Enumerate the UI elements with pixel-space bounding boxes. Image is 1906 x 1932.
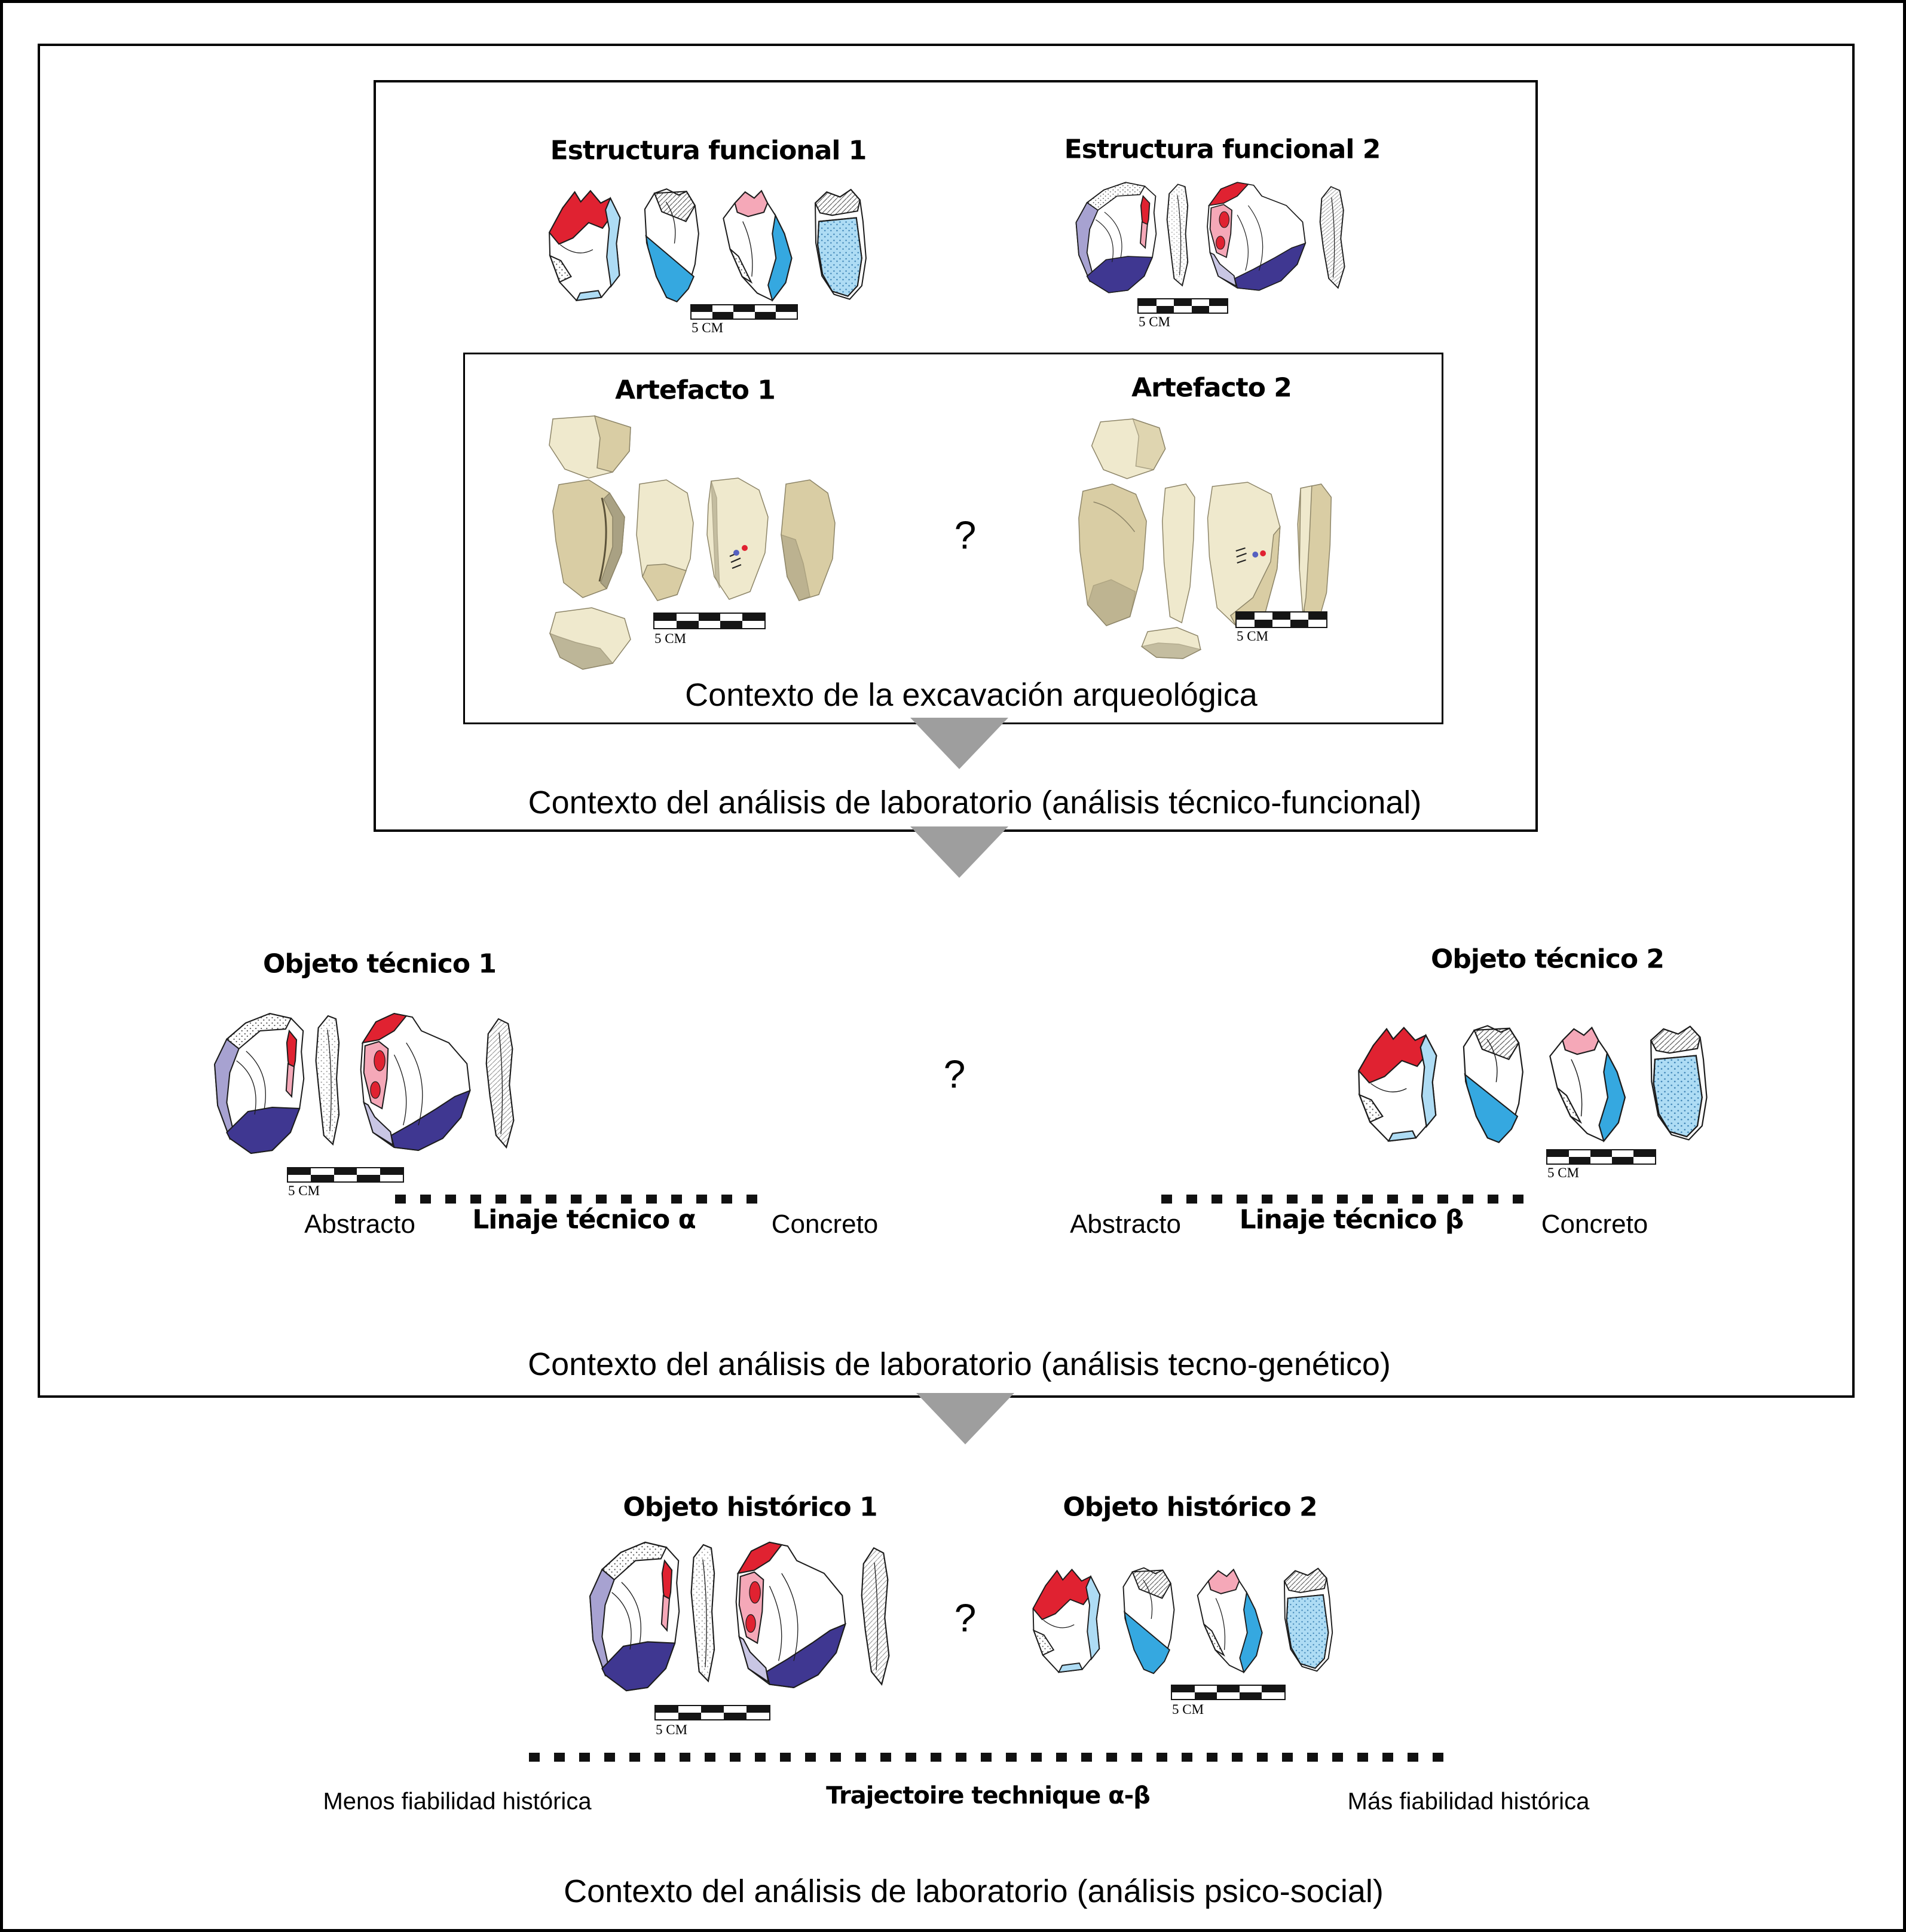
objeto-tecnico-2-title: Objeto técnico 2	[1430, 944, 1665, 975]
scale-bar-label-ot2: 5 CM	[1547, 1165, 1580, 1180]
axis-label-linaje-alpha: Linaje técnico α	[472, 1204, 696, 1235]
lithic-drawing-objeto-tecnico-2	[1351, 1020, 1709, 1147]
question-mark-historicos: ?	[954, 1596, 977, 1640]
scale-bar-label-ef1: 5 CM	[692, 320, 724, 335]
scale-bar-ot2	[1546, 1149, 1656, 1165]
scale-bar-a1	[653, 613, 766, 629]
objeto-historico-1-title: Objeto histórico 1	[623, 1492, 877, 1523]
technical-functional-caption: Contexto del análisis de laboratorio (análisis técnico-funcional)	[528, 785, 1422, 820]
lithic-drawing-estructura-funcional-2	[1073, 176, 1367, 299]
estructura-funcional-1-title: Estructura funcional 1	[550, 135, 867, 166]
axis-label-concreto-beta: Concreto	[1541, 1210, 1648, 1239]
scale-bar-label-oh1: 5 CM	[656, 1722, 688, 1737]
scale-bar-a2	[1235, 611, 1327, 628]
scale-bar-label-oh2: 5 CM	[1172, 1702, 1204, 1717]
artifact-1-photos	[540, 414, 850, 671]
axis-label-abstracto-beta: Abstracto	[1070, 1210, 1181, 1239]
scale-bar-label-a2: 5 CM	[1237, 629, 1269, 644]
scale-bar-oh1	[654, 1705, 770, 1720]
lithic-drawing-objeto-historico-2	[1026, 1563, 1335, 1677]
scale-bar-label-a1: 5 CM	[654, 631, 687, 646]
axis-label-concreto-alpha: Concreto	[771, 1210, 879, 1239]
objeto-tecnico-1-title: Objeto técnico 1	[262, 948, 497, 979]
down-arrow-icon-genetic-to-psychosocial	[916, 1393, 1014, 1444]
lithic-drawing-objeto-historico-1	[586, 1534, 914, 1699]
scale-bar-ef1	[690, 304, 798, 320]
axis-label-abstracto-alpha: Abstracto	[304, 1210, 415, 1239]
dashed-axis-trajectoire	[529, 1753, 1447, 1762]
scale-bar-ef2	[1137, 298, 1228, 314]
lithic-drawing-estructura-funcional-1	[542, 183, 868, 306]
scale-bar-label-ef2: 5 CM	[1139, 314, 1171, 329]
dashed-axis-linaje-alpha	[395, 1195, 769, 1204]
axis-label-menos-fiabilidad: Menos fiabilidad histórica	[323, 1788, 592, 1815]
scale-bar-label-ot1: 5 CM	[288, 1183, 320, 1198]
objeto-historico-2-title: Objeto histórico 2	[1063, 1492, 1317, 1523]
artefacto-2-title: Artefacto 2	[1131, 372, 1292, 403]
lithic-drawing-objeto-tecnico-1	[211, 1006, 539, 1161]
question-mark-artefactos: ?	[954, 513, 977, 557]
scale-bar-oh2	[1171, 1685, 1286, 1700]
psico-social-caption: Contexto del análisis de laboratorio (análisis psico-social)	[564, 1873, 1384, 1909]
artefacto-1-title: Artefacto 1	[615, 375, 775, 406]
scale-bar-ot1	[287, 1167, 404, 1183]
excavation-caption: Contexto de la excavación arqueológica	[685, 677, 1258, 713]
question-mark-tecnicos: ?	[943, 1052, 966, 1096]
estructura-funcional-2-title: Estructura funcional 2	[1064, 134, 1381, 165]
axis-label-linaje-beta: Linaje técnico β	[1239, 1204, 1464, 1235]
axis-label-trajectoire: Trajectoire technique α-β	[826, 1782, 1150, 1809]
axis-label-mas-fiabilidad: Más fiabilidad histórica	[1347, 1788, 1590, 1815]
artifact-2-photos	[1076, 418, 1382, 657]
tecno-genetico-caption: Contexto del análisis de laboratorio (análisis tecno-genético)	[528, 1346, 1391, 1382]
dashed-axis-linaje-beta	[1161, 1195, 1535, 1204]
